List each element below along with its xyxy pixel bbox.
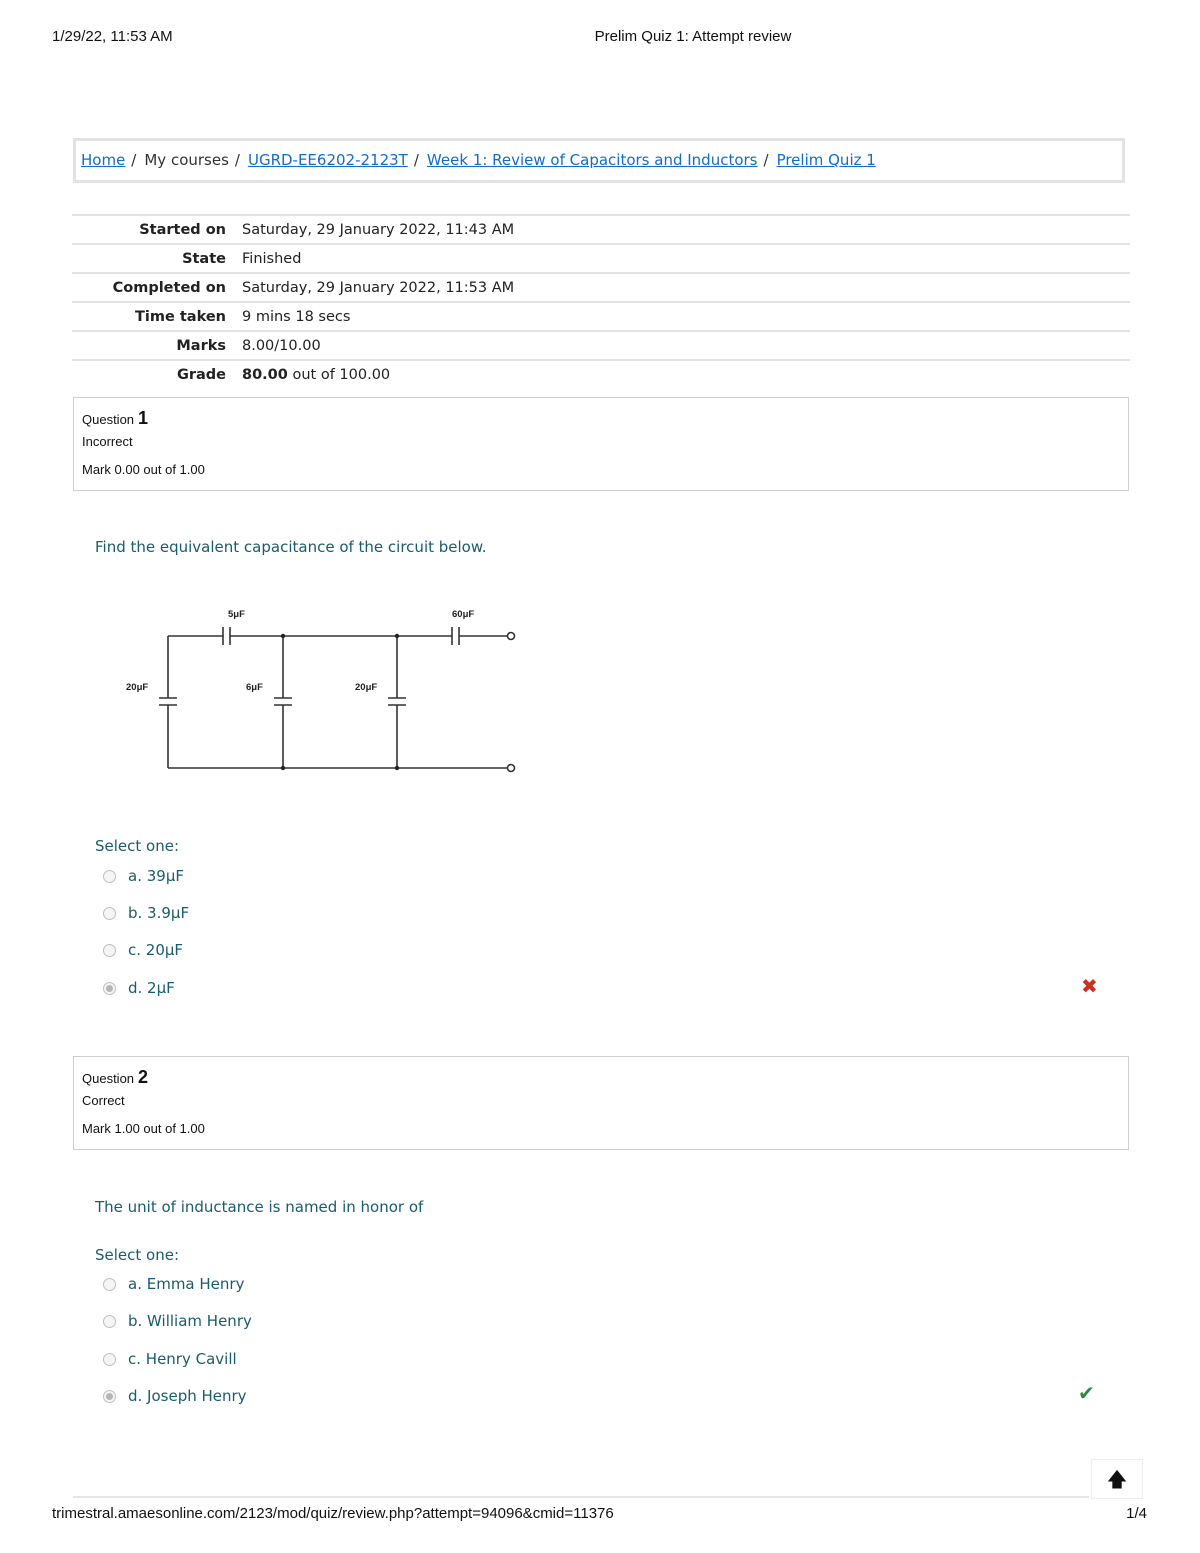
radio-button[interactable] [103, 870, 116, 883]
breadcrumb [73, 138, 1125, 183]
question-1-info [73, 397, 1129, 491]
question-label: Question [82, 412, 135, 427]
radio-button[interactable] [103, 1278, 116, 1291]
answer-option-label: b. William Henry [128, 1312, 252, 1330]
answer-option-label: c. Henry Cavill [128, 1350, 237, 1368]
summary-label: State [182, 250, 226, 267]
print-title: Prelim Quiz 1: Attempt review [594, 28, 792, 45]
question-mark: Mark 1.00 out of 1.00 [82, 1121, 205, 1136]
capacitor-label-left: 20μF [126, 682, 149, 693]
print-header [0, 28, 1200, 48]
question-state: Incorrect [82, 434, 133, 449]
question-mark: Mark 0.00 out of 1.00 [82, 462, 205, 477]
grade-value: 80.00 [242, 366, 288, 383]
summary-value: Finished [242, 250, 302, 267]
summary-label: Grade [176, 366, 226, 383]
summary-label: Marks [176, 337, 226, 354]
question-1-prompt: Select one: [95, 837, 180, 855]
breadcrumb-my-courses: My courses [144, 151, 229, 169]
breadcrumb-separator: / [234, 151, 240, 169]
summary-row-started-on [72, 215, 1130, 244]
breadcrumb-home-link[interactable]: Home [81, 151, 126, 169]
breadcrumb-separator: / [763, 151, 769, 169]
answer-option-label: d. 2μF [128, 979, 175, 997]
incorrect-cross-icon: ✖ [1081, 974, 1098, 998]
question-2-info [73, 1056, 1129, 1150]
summary-row-state [72, 244, 1130, 273]
breadcrumb-separator: / [131, 151, 137, 169]
question-number: 2 [138, 1067, 149, 1087]
summary-value [236, 360, 1130, 388]
capacitor-label-middle: 6μF [246, 682, 263, 693]
summary-value: 9 mins 18 secs [242, 308, 351, 325]
radio-button-selected[interactable] [103, 1390, 116, 1403]
summary-label: Completed on [112, 279, 226, 296]
capacitor-label-top-left: 5μF [228, 609, 245, 620]
summary-label: Time taken [135, 308, 226, 325]
radio-button[interactable] [103, 907, 116, 920]
capacitor-label-right: 20μF [355, 682, 378, 693]
footer-divider [73, 1496, 1089, 1498]
answer-option-label: b. 3.9μF [128, 904, 190, 922]
summary-row-completed-on [72, 273, 1130, 302]
print-url: trimestral.amaesonline.com/2123/mod/quiz/review.php?attempt=94096&cmid=11376 [52, 1505, 614, 1522]
question-2-prompt: Select one: [95, 1246, 180, 1264]
print-datetime: 1/29/22, 11:53 AM [52, 28, 173, 45]
back-to-top-button[interactable] [1091, 1459, 1143, 1499]
summary-row-time-taken [72, 302, 1130, 331]
radio-button-selected[interactable] [103, 982, 116, 995]
radio-button[interactable] [103, 1353, 116, 1366]
question-1-text: Find the equivalent capacitance of the circuit below. [95, 538, 487, 556]
answer-option-label: a. Emma Henry [128, 1275, 245, 1293]
answer-option-label: a. 39μF [128, 867, 184, 885]
capacitor-circuit-diagram [120, 600, 540, 790]
capacitor-label-top-right: 60μF [452, 609, 475, 620]
radio-button[interactable] [103, 1315, 116, 1328]
question-number: 1 [138, 408, 149, 428]
breadcrumb-week-link[interactable]: Week 1: Review of Capacitors and Inductors [426, 151, 758, 169]
summary-row-grade [72, 360, 1130, 388]
summary-label: Started on [139, 221, 226, 238]
summary-row-marks [72, 331, 1130, 360]
print-page-number: 1/4 [1126, 1505, 1147, 1522]
attempt-summary-table [72, 214, 1130, 388]
answer-option-label: c. 20μF [128, 941, 184, 959]
question-2-text: The unit of inductance is named in honor of [95, 1198, 424, 1216]
answer-option-label: d. Joseph Henry [128, 1387, 247, 1405]
radio-button[interactable] [103, 944, 116, 957]
breadcrumb-separator: / [413, 151, 419, 169]
question-state: Correct [82, 1093, 125, 1108]
arrow-up-icon: 🡅 [1106, 1467, 1128, 1491]
grade-out-of: out of 100.00 [287, 366, 391, 383]
question-label: Question [82, 1071, 135, 1086]
correct-check-icon: ✔ [1078, 1381, 1095, 1405]
breadcrumb-quiz-link[interactable]: Prelim Quiz 1 [776, 151, 876, 169]
summary-value: Saturday, 29 January 2022, 11:43 AM [242, 221, 515, 238]
summary-value: 8.00/10.00 [242, 337, 321, 354]
summary-value: Saturday, 29 January 2022, 11:53 AM [242, 279, 515, 296]
breadcrumb-course-link[interactable]: UGRD-EE6202-2123T [247, 151, 408, 169]
